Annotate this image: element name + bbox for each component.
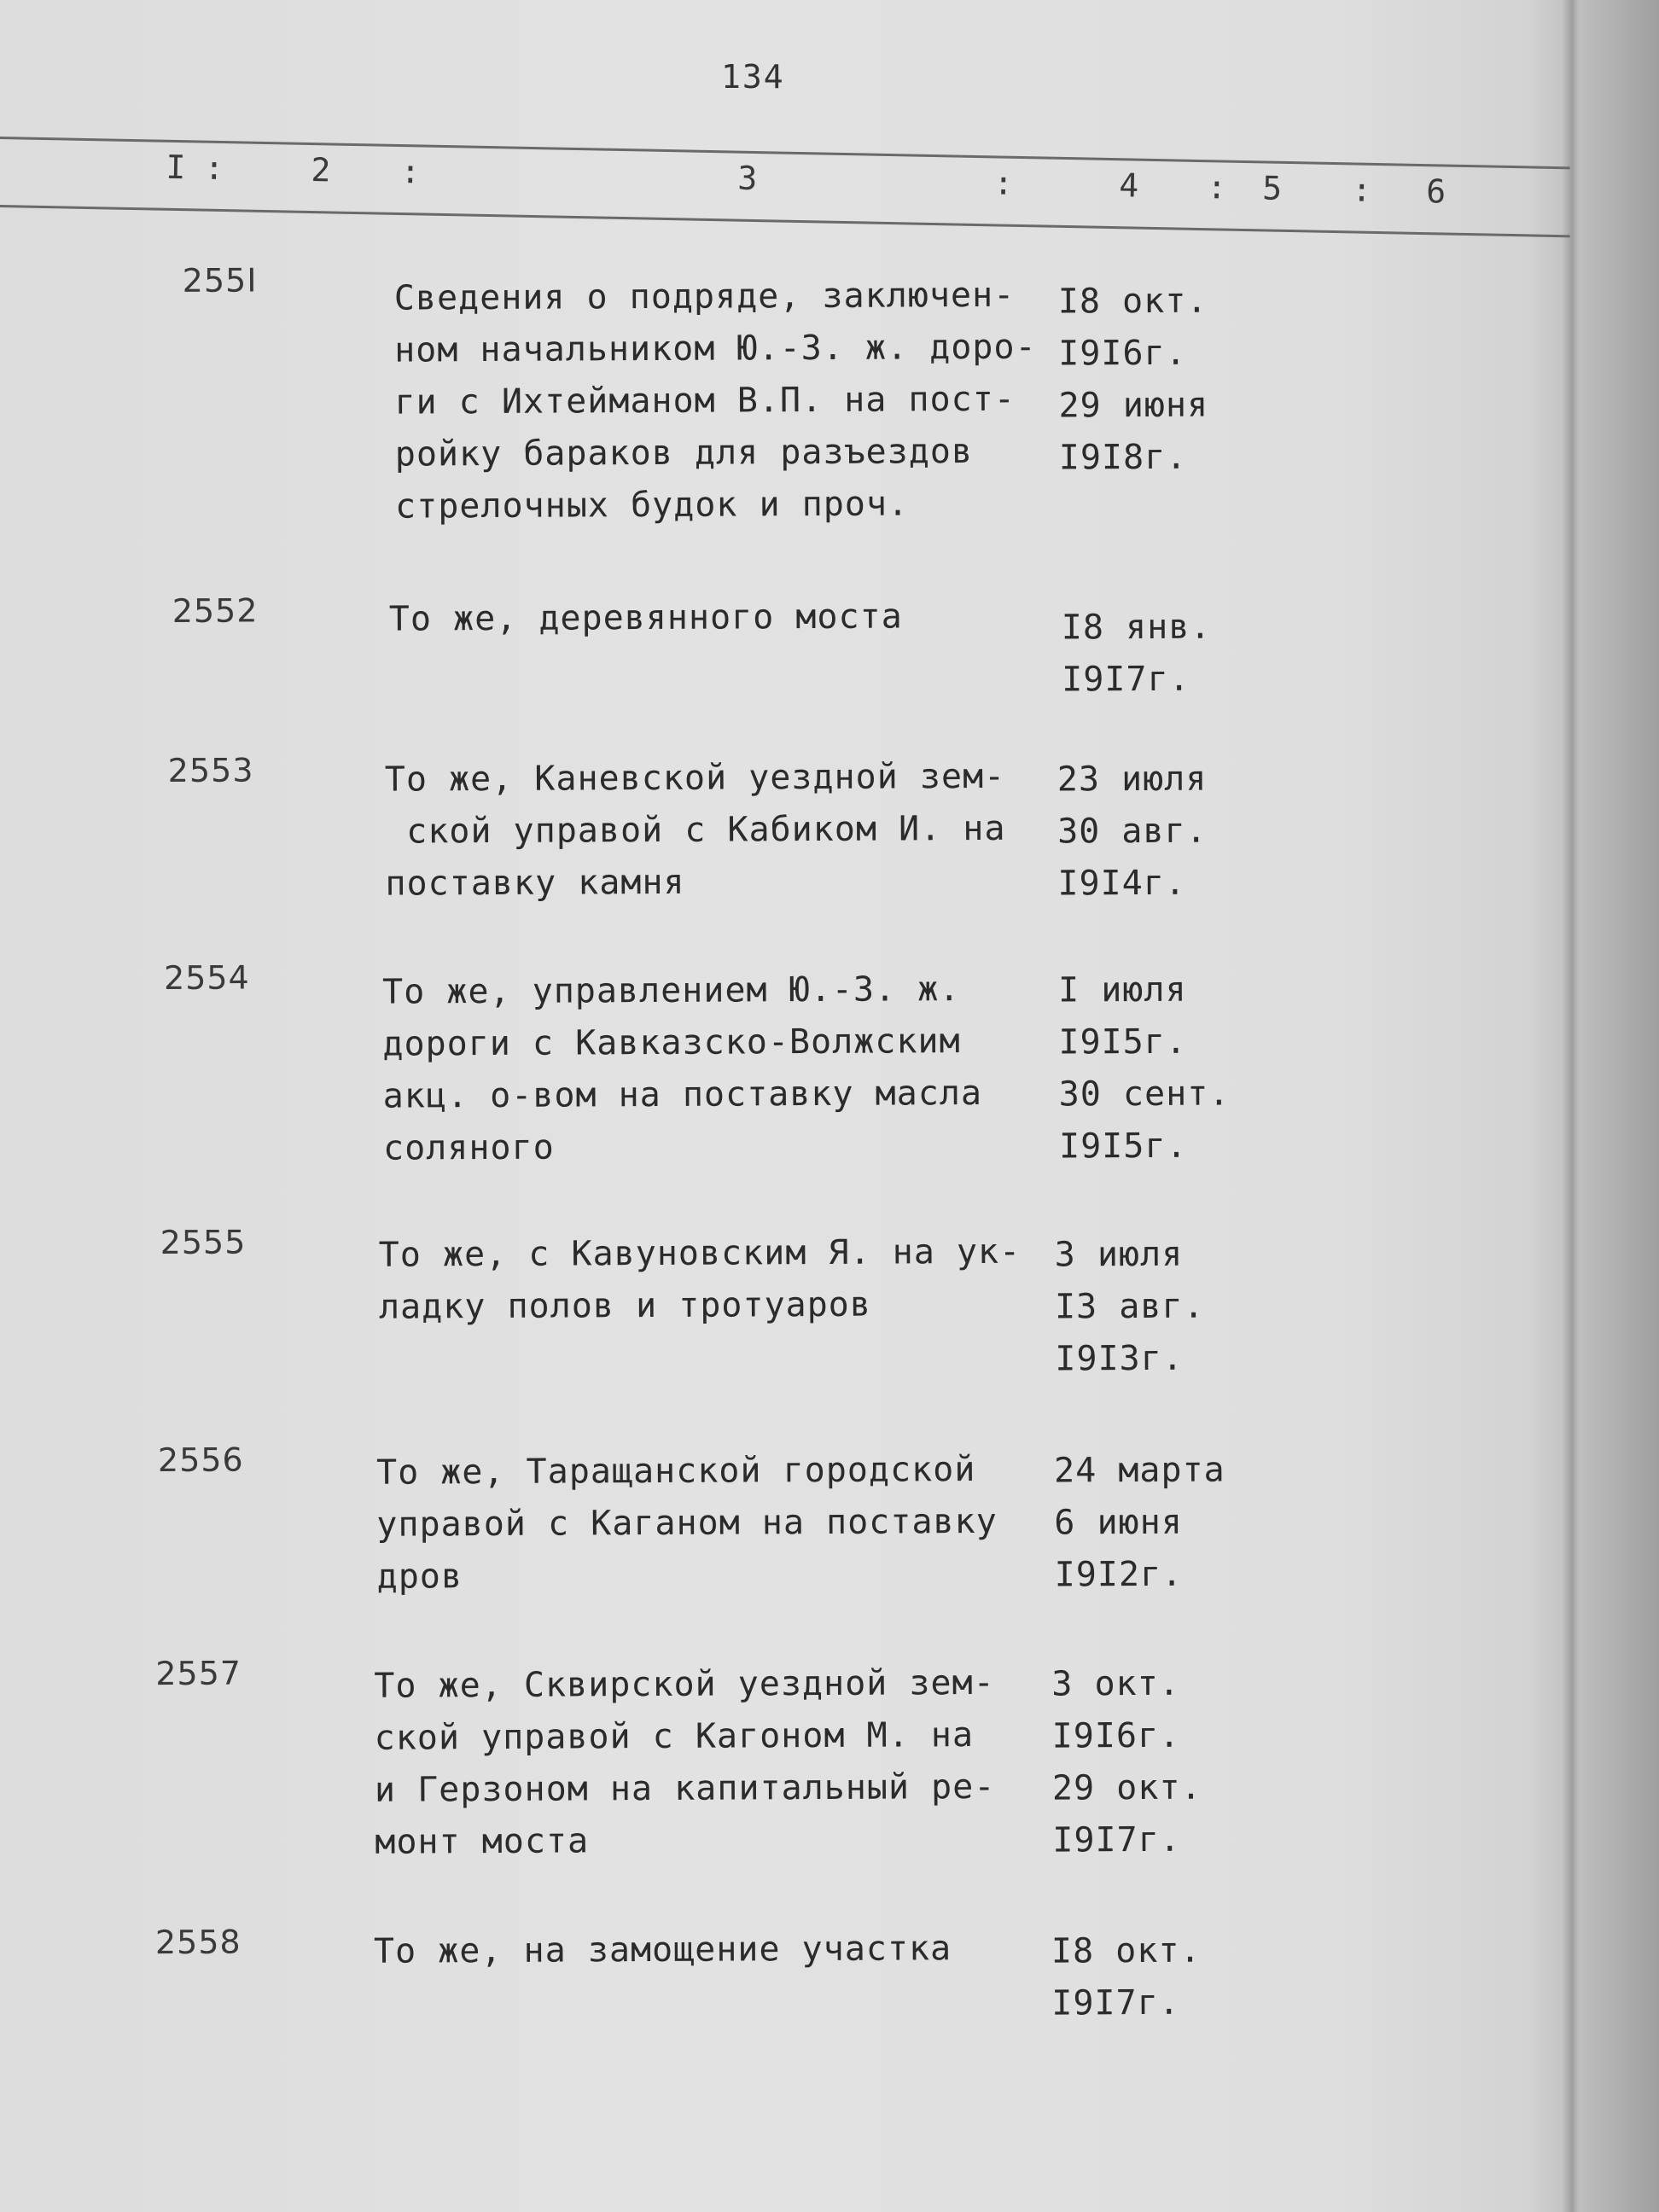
column-header-sep: : (992, 164, 1014, 202)
date-line: I8 окт. (1057, 281, 1208, 322)
date-line: I9I8г. (1058, 437, 1188, 478)
column-header-5: 5 (1261, 169, 1283, 207)
inventory-entry (10, 1916, 1632, 2023)
description-line: ном начальником Ю.-З. ж. доро- (394, 327, 1037, 370)
entry-description (379, 1226, 1022, 1334)
date-line: I9I7г. (1051, 1982, 1180, 2023)
date-line: I9I3г. (1055, 1338, 1184, 1379)
date-line: I9I7г. (1062, 659, 1190, 700)
description-line: ской управой с Кабиком И. на (384, 808, 1006, 852)
description-line: стрелочных будок и проч. (394, 484, 910, 527)
date-line: 6 июня (1054, 1502, 1183, 1543)
description-line: дров (376, 1557, 463, 1597)
column-header-sep: : (1206, 168, 1227, 207)
entry-description (382, 963, 983, 1175)
entry-dates (1058, 276, 1209, 485)
entry-dates (1051, 1658, 1202, 1867)
date-line: I8 янв. (1061, 607, 1212, 648)
date-line: I9I5г. (1058, 1022, 1188, 1062)
column-header-2: 2 (311, 151, 331, 189)
entry-description (376, 1444, 998, 1604)
inventory-entry (9, 1647, 1630, 1862)
description-line: То же, на замощение участка (373, 1929, 952, 1971)
date-line: I9I6г. (1058, 333, 1187, 374)
entry-number: 2553 (167, 751, 254, 789)
entry-number: 2555 (160, 1223, 247, 1262)
entry-description (374, 1657, 996, 1869)
entry-dates (1062, 602, 1212, 707)
entry-dates (1054, 1445, 1226, 1602)
description-line: ской управой с Кагоном М. на (374, 1715, 975, 1758)
description-line: и Герзоном на капитальный ре- (374, 1767, 996, 1810)
column-header-sep: : (1351, 171, 1372, 209)
description-line: То же, Сквирской уездной зем- (374, 1662, 995, 1706)
description-line: управой с Каганом на поставку (376, 1501, 998, 1545)
date-line: I июля (1057, 969, 1187, 1010)
entry-number: 2558 (154, 1923, 242, 1962)
description-line: То же, Каневской уездной зем- (384, 756, 1006, 800)
date-line: I9I4г. (1057, 863, 1187, 904)
entry-description (374, 1923, 952, 1978)
entry-number: 2554 (163, 958, 250, 998)
date-line: I9I7г. (1052, 1819, 1181, 1860)
date-line: I3 авг. (1054, 1286, 1205, 1327)
column-header-6: 6 (1425, 172, 1447, 211)
column-header-4: 4 (1118, 166, 1139, 205)
description-line: ладку полов и тротуаров (378, 1284, 872, 1327)
entry-dates (1058, 963, 1231, 1173)
entry-number: 2552 (172, 591, 259, 630)
date-line: I9I6г. (1051, 1715, 1181, 1756)
date-line: I8 окт. (1051, 1930, 1202, 1971)
description-line: То же, с Кавуновским Я. на ук- (378, 1231, 1022, 1275)
date-line: 3 окт. (1051, 1663, 1180, 1704)
date-line: 24 марта (1053, 1450, 1225, 1491)
entry-dates (1055, 1229, 1206, 1386)
description-line: поставку камня (385, 862, 685, 904)
description-line: ги с Ихтейманом В.П. на пост- (394, 379, 1016, 422)
date-line: 29 окт. (1051, 1767, 1202, 1808)
inventory-entry (4, 742, 1626, 904)
entry-number: 255I (182, 261, 258, 300)
entry-description (385, 751, 1006, 911)
entry-number: 2556 (157, 1441, 244, 1480)
description-line: То же, управлением Ю.-З. ж. (381, 969, 961, 1012)
date-line: 3 июля (1054, 1234, 1184, 1275)
column-header-1: I (166, 148, 186, 187)
description-line: ройку бараков для разъездов (394, 432, 974, 474)
inventory-entry (8, 1434, 1629, 1597)
entry-dates (1051, 1925, 1202, 2030)
date-line: 29 июня (1058, 385, 1209, 426)
entry-description (389, 591, 903, 645)
description-line: То же, деревянного моста (388, 597, 903, 639)
description-line: дороги с Кавказско-Волжским (382, 1022, 961, 1064)
column-header-sep: : (204, 148, 224, 188)
description-line: Сведения о подряде, заключен- (393, 275, 1016, 318)
description-line: монт моста (375, 1821, 590, 1862)
date-line: 23 июля (1057, 759, 1208, 800)
column-header-3: 3 (736, 159, 758, 198)
entry-number: 2557 (155, 1654, 242, 1693)
column-header-sep: : (400, 153, 421, 191)
entry-description (394, 270, 1038, 533)
date-line: I9I5г. (1058, 1126, 1188, 1167)
entry-dates (1057, 754, 1208, 911)
inventory-entry (5, 952, 1627, 1168)
description-line: акц. о-вом на поставку масла (382, 1073, 983, 1116)
description-line: соляного (382, 1127, 555, 1168)
page-number: 134 (721, 58, 785, 96)
date-line: I9I2г. (1054, 1554, 1184, 1595)
date-line: 30 сент. (1058, 1074, 1231, 1115)
date-line: 30 авг. (1057, 811, 1208, 852)
inventory-entry (7, 1216, 1628, 1379)
inventory-entry (3, 580, 1625, 700)
inventory-entry (2, 247, 1623, 527)
description-line: То же, Таращанской городской (375, 1450, 976, 1493)
